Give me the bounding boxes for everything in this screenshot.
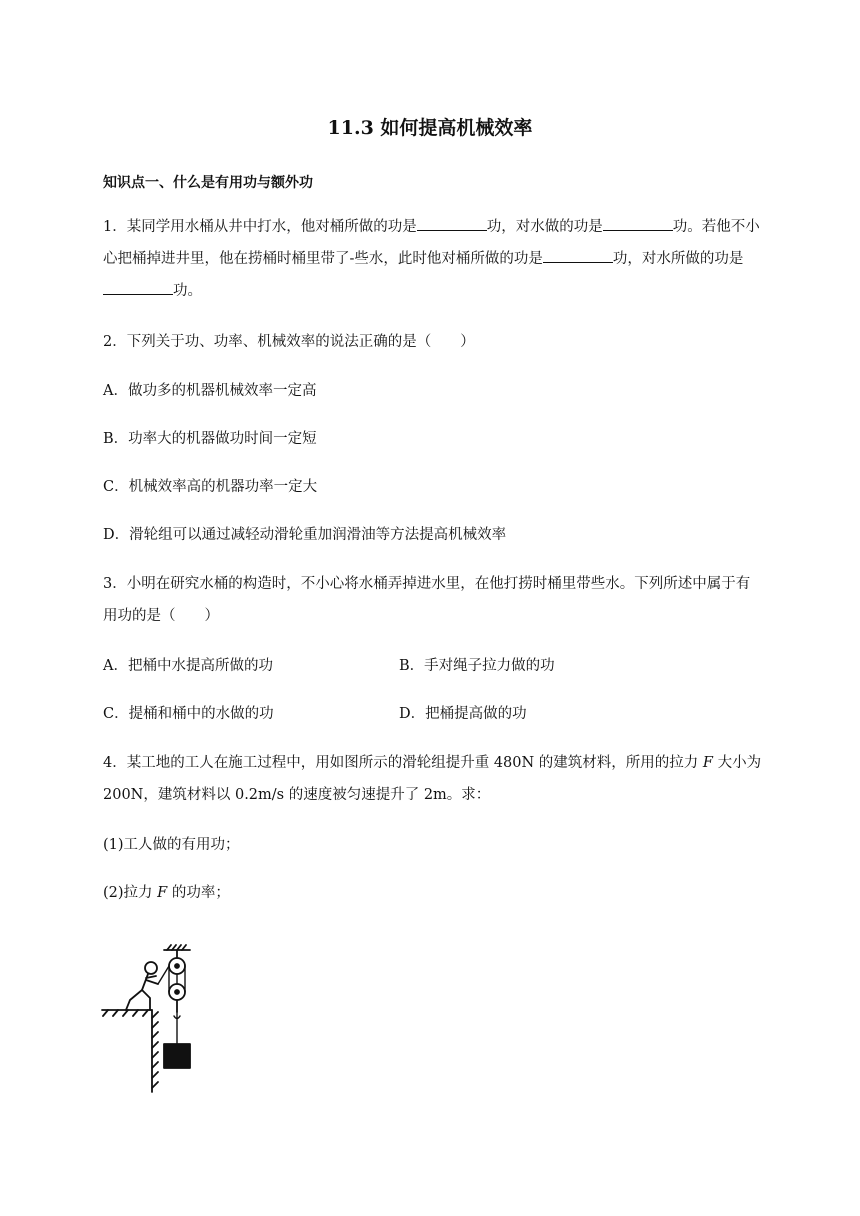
answer-blank	[543, 248, 613, 263]
q1-text-d: 功，对水所做的功是	[612, 251, 744, 267]
question-3-option-b: B．手对绳子拉力做的功	[399, 658, 555, 674]
question-2-option-b: B．功率大的机器做功时间一定短	[103, 431, 317, 447]
question-2-option-a: A．做功多的机器机械效率一定高	[103, 383, 317, 399]
q4-part-2-b: 的功率；	[167, 885, 230, 901]
movable-pulley	[169, 984, 185, 1012]
question-2-option-d: D．滑轮组可以通过减轻动滑轮重加润滑油等方法提高机械效率	[103, 527, 507, 543]
q1-text-b: 功，对水做的功是	[486, 219, 603, 235]
q4-stem-b: 大小为 200N，建筑材料以 0.2m/s 的速度被匀速提升了 2m。求：	[103, 755, 762, 803]
answer-blank	[417, 216, 487, 231]
question-2-stem: 2．下列关于功、功率、机械效率的说法正确的是（ ）	[103, 334, 475, 350]
question-3-option-d: D．把桶提高做的功	[399, 706, 527, 722]
q4-stem-a: 4．某工地的工人在施工过程中，用如图所示的滑轮组提升重 480N 的建筑材料，所用的拉力	[103, 755, 703, 771]
question-4-part-1: (1)工人做的有用功；	[103, 837, 240, 853]
platform-ledge	[102, 1010, 158, 1092]
load-block	[164, 1044, 190, 1068]
question-3-option-c: C．提桶和桶中的水做的功	[103, 706, 274, 722]
section-heading: 知识点一、什么是有用功与额外功	[103, 175, 313, 191]
q1-text-e: 功。	[173, 283, 202, 299]
q4-part-2-a: (2)拉力	[103, 885, 158, 901]
question-1	[103, 211, 763, 307]
force-variable: F	[702, 755, 713, 771]
force-variable: F	[157, 885, 168, 901]
q1-text-c: 功。若他不小心把桶掉进井里，他在捞桶时桶里带了-些水，此时他对桶所做的功是	[103, 219, 760, 267]
question-2-option-c: C．机械效率高的机器功率一定大	[103, 479, 318, 495]
answer-blank	[603, 216, 673, 231]
answer-blank	[103, 280, 173, 295]
fixed-pulley	[169, 958, 185, 974]
page-title: 11.3 如何提高机械效率	[327, 117, 533, 139]
q1-text-a: 1．某同学用水桶从井中打水，他对桶所做的功是	[103, 219, 417, 235]
question-3-option-a: A．把桶中水提高所做的功	[103, 658, 273, 674]
question-3-stem: 3．小明在研究水桶的构造时，不小心将水桶弄掉进水里，在他打捞时桶里带些水。下列所述中属于有用功的是（ ）	[103, 576, 751, 624]
question-4-part-2	[103, 883, 230, 903]
pulley-system-figure	[100, 942, 210, 1094]
question-4-stem	[103, 747, 763, 811]
worker-figure	[126, 962, 158, 1010]
ceiling-support	[164, 945, 190, 958]
